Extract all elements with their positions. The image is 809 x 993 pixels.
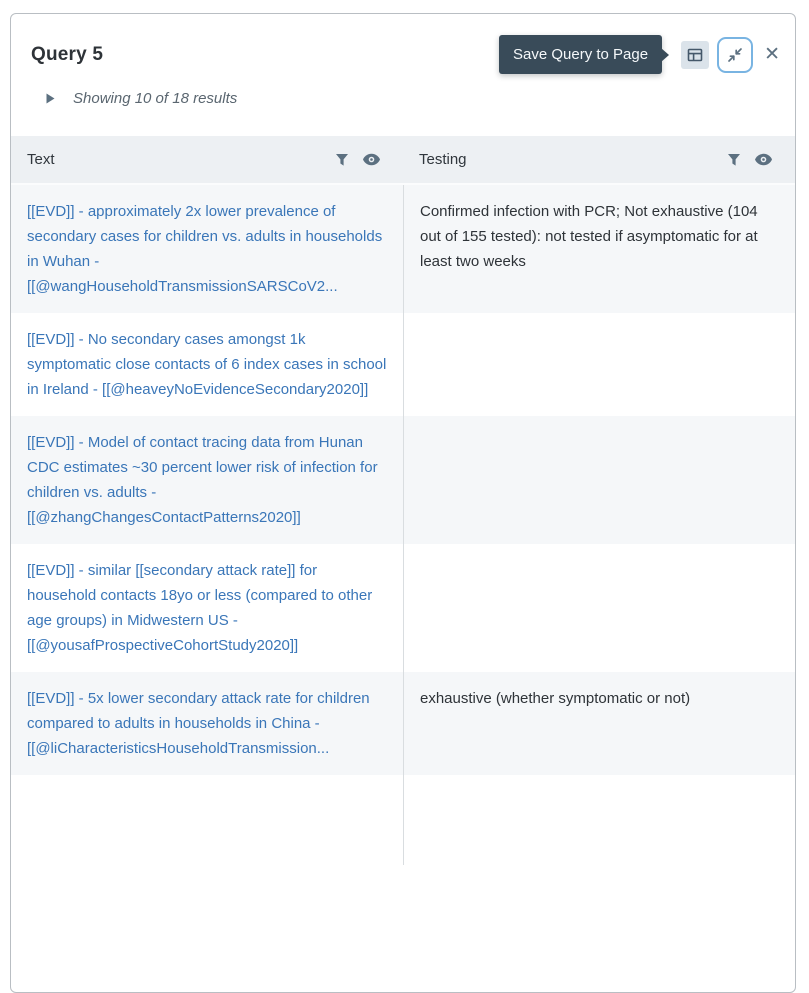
table-row-1-text-cell[interactable]: [[EVD]] - approximately 2x lower prevalence of secondary cases for children vs. adults in households in Wuhan - [[@wangHouseholdTransmissionSARSCoV2... xyxy=(11,185,403,313)
table-row-2-testing-cell[interactable] xyxy=(403,313,795,416)
query-results-table xyxy=(11,136,795,865)
table-row-1-testing-cell[interactable]: Confirmed infection with PCR; Not exhaustive (104 out of 155 tested): not tested if asymptomatic for at least two weeks xyxy=(403,185,795,313)
close-button[interactable] xyxy=(764,45,780,64)
query-card-header xyxy=(11,14,795,107)
table-row-2-text-cell[interactable]: [[EVD]] - No secondary cases amongst 1k symptomatic close contacts of 6 index cases in school in Ireland - [[@heaveyNoEvidenceSecondary2020]] xyxy=(27,331,387,398)
column-label: Text xyxy=(27,151,55,168)
table-row-4-text-cell[interactable]: [[EVD]] - similar [[secondary attack rate]] for household contacts 18yo or less (compared to other age groups) in Midwestern US - [[@yousafProspectiveCohortStudy2020]] xyxy=(27,562,373,654)
eye-icon[interactable] xyxy=(754,153,773,166)
query-card xyxy=(10,13,796,993)
table-icon xyxy=(687,47,703,63)
table-row-6-testing-cell[interactable] xyxy=(403,775,795,865)
close-icon: ✕ xyxy=(764,44,780,65)
collapse-icon xyxy=(726,46,744,64)
table-row-6-text-cell[interactable] xyxy=(11,775,403,865)
tooltip-text: Save Query to Page xyxy=(499,35,662,74)
table-row-5-testing-cell[interactable]: exhaustive (whether symptomatic or not) xyxy=(403,672,795,775)
table-row-5-text-cell[interactable]: [[EVD]] - 5x lower secondary attack rate for children compared to adults in households in China - [[@liCharacteristicsHouseholdTransmission... xyxy=(11,672,403,775)
filter-icon[interactable] xyxy=(727,153,741,167)
caret-right-icon xyxy=(46,93,55,104)
column-header-testing xyxy=(403,136,795,185)
results-summary: Showing 10 of 18 results xyxy=(73,90,238,107)
collapse-button[interactable] xyxy=(717,37,753,73)
save-query-to-page-button[interactable] xyxy=(681,41,709,69)
table-row-4-testing-cell[interactable] xyxy=(403,544,795,672)
eye-icon[interactable] xyxy=(362,153,381,166)
expand-results-toggle[interactable] xyxy=(46,93,55,104)
column-label: Testing xyxy=(419,151,467,168)
page-title: Query 5 xyxy=(31,43,104,65)
table-row-3-testing-cell[interactable] xyxy=(403,416,795,544)
tooltip-arrow xyxy=(661,48,669,62)
column-header-text xyxy=(11,136,403,185)
table-row-3-text-cell[interactable]: [[EVD]] - Model of contact tracing data from Hunan CDC estimates ~30 percent lower risk of infection for children vs. adults - [[@zhangChangesContactPatterns2020]] xyxy=(11,416,403,544)
filter-icon[interactable] xyxy=(335,153,349,167)
tooltip xyxy=(499,35,669,74)
